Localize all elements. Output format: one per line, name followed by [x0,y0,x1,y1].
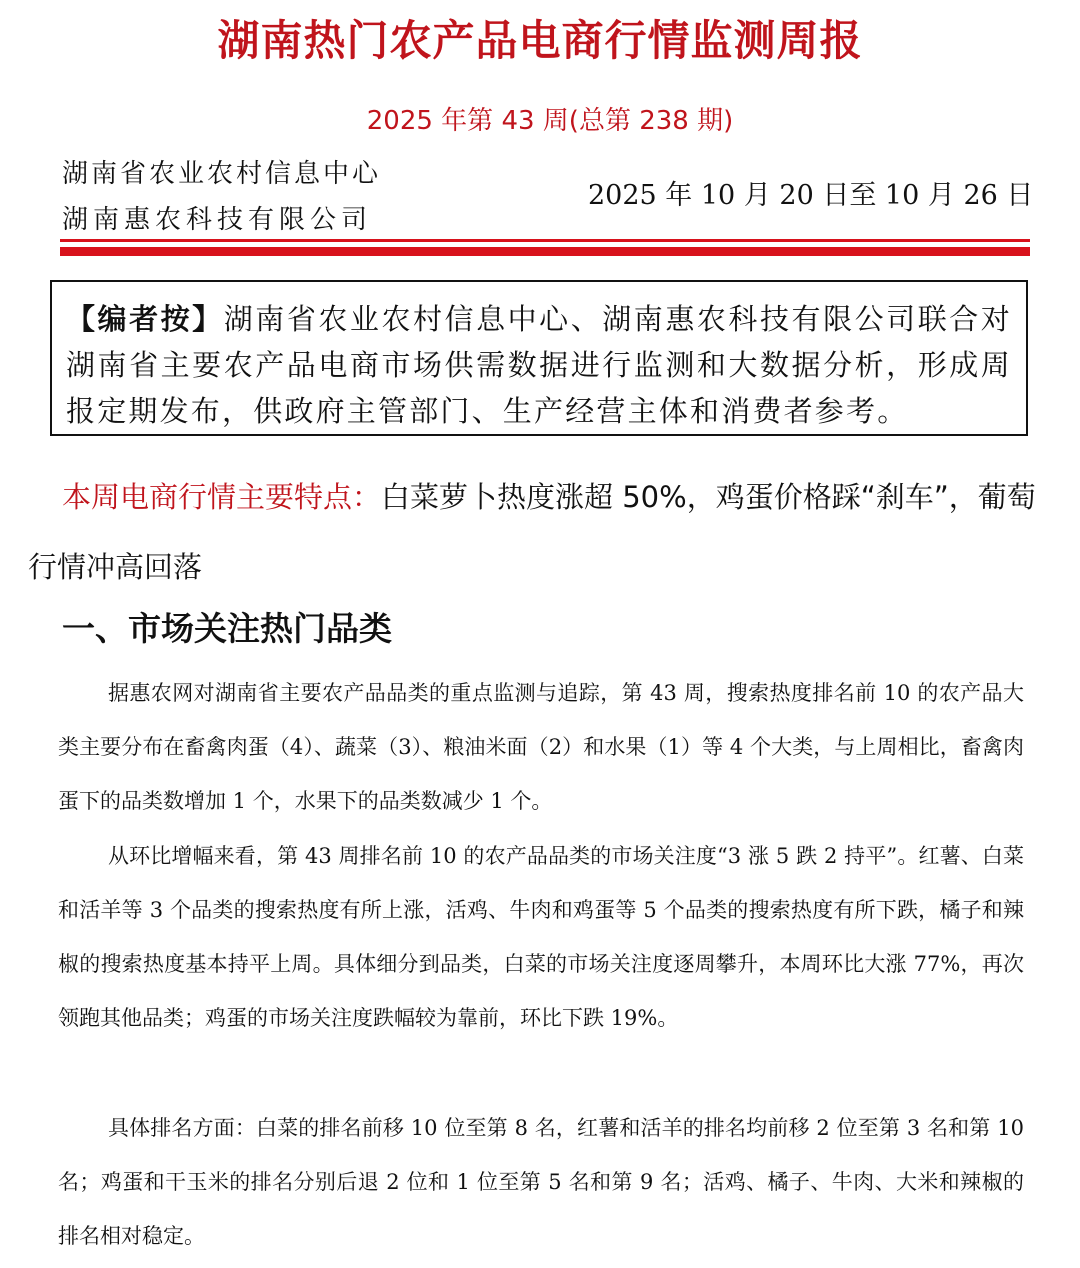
paragraph-ranking: 具体排名方面：白菜的排名前移 10 位至第 8 名，红薯和活羊的排名均前移 2 位至第 3 名和第 10 名；鸡蛋和干玉米的排名分别后退 2 位和 1 位至第 5 名和第 9 名；活鸡、橘子、牛肉、大米和辣椒的排名相对稳定。 [58,1116,1024,1248]
header-divider-thin [60,239,1030,242]
editor-note-tag: 【编者按】 [66,302,224,336]
issue-number: 2025 年第 43 周(总第 238 期) [366,106,734,136]
publisher-info-center: 湖南省农业农村信息中心 [62,159,382,189]
publisher-huinong: 湖南惠农科技有限公司 [62,205,373,235]
weekly-feature-label: 本周电商行情主要特点： [62,480,382,514]
editor-note-box [50,280,1028,436]
weekly-feature [28,462,1058,602]
report-title: 湖南热门农产品电商行情监测周报 [217,16,863,65]
section-heading: 一、市场关注热门品类 [62,609,392,648]
paragraph-category-distribution: 据惠农网对湖南省主要农产品品类的重点监测与追踪，第 43 周，搜索热度排名前 10 的农产品大类主要分布在畜禽肉蛋（4）、蔬菜（3）、粮油米面（2）和水果（1）等 4 个大类，与上周相比，畜禽肉蛋下的品类数增加 1 个，水果下的品类数减少 1 个。 [58,681,1024,813]
date-range: 2025 年 10 月 20 日至 10 月 26 日 [588,180,1034,211]
weekly-feature-text: 白菜萝卜热度涨超 50%，鸡蛋价格踩“刹车”，葡萄行情冲高回落 [28,480,1036,584]
paragraph-week-change: 从环比增幅来看，第 43 周排名前 10 的农产品品类的市场关注度“3 涨 5 跌 2 持平”。红薯、白菜和活羊等 3 个品类的搜索热度有所上涨，活鸡、牛肉和鸡蛋等 5 个品类的搜索热度有所下跌，橘子和辣椒的搜索热度基本持平上周。具体细分到品类，白菜的市场关注度逐周攀升，本周环比大涨 77%，再次领跑其他品类；鸡蛋的市场关注度跌幅较为靠前，环比下跌 19%。 [58,844,1024,1030]
header-divider-thick [60,247,1030,256]
editor-note-text: 湖南省农业农村信息中心、湖南惠农科技有限公司联合对湖南省主要农产品电商市场供需数据进行监测和大数据分析，形成周报定期发布，供政府主管部门、生产经营主体和消费者参考。 [66,302,1012,428]
